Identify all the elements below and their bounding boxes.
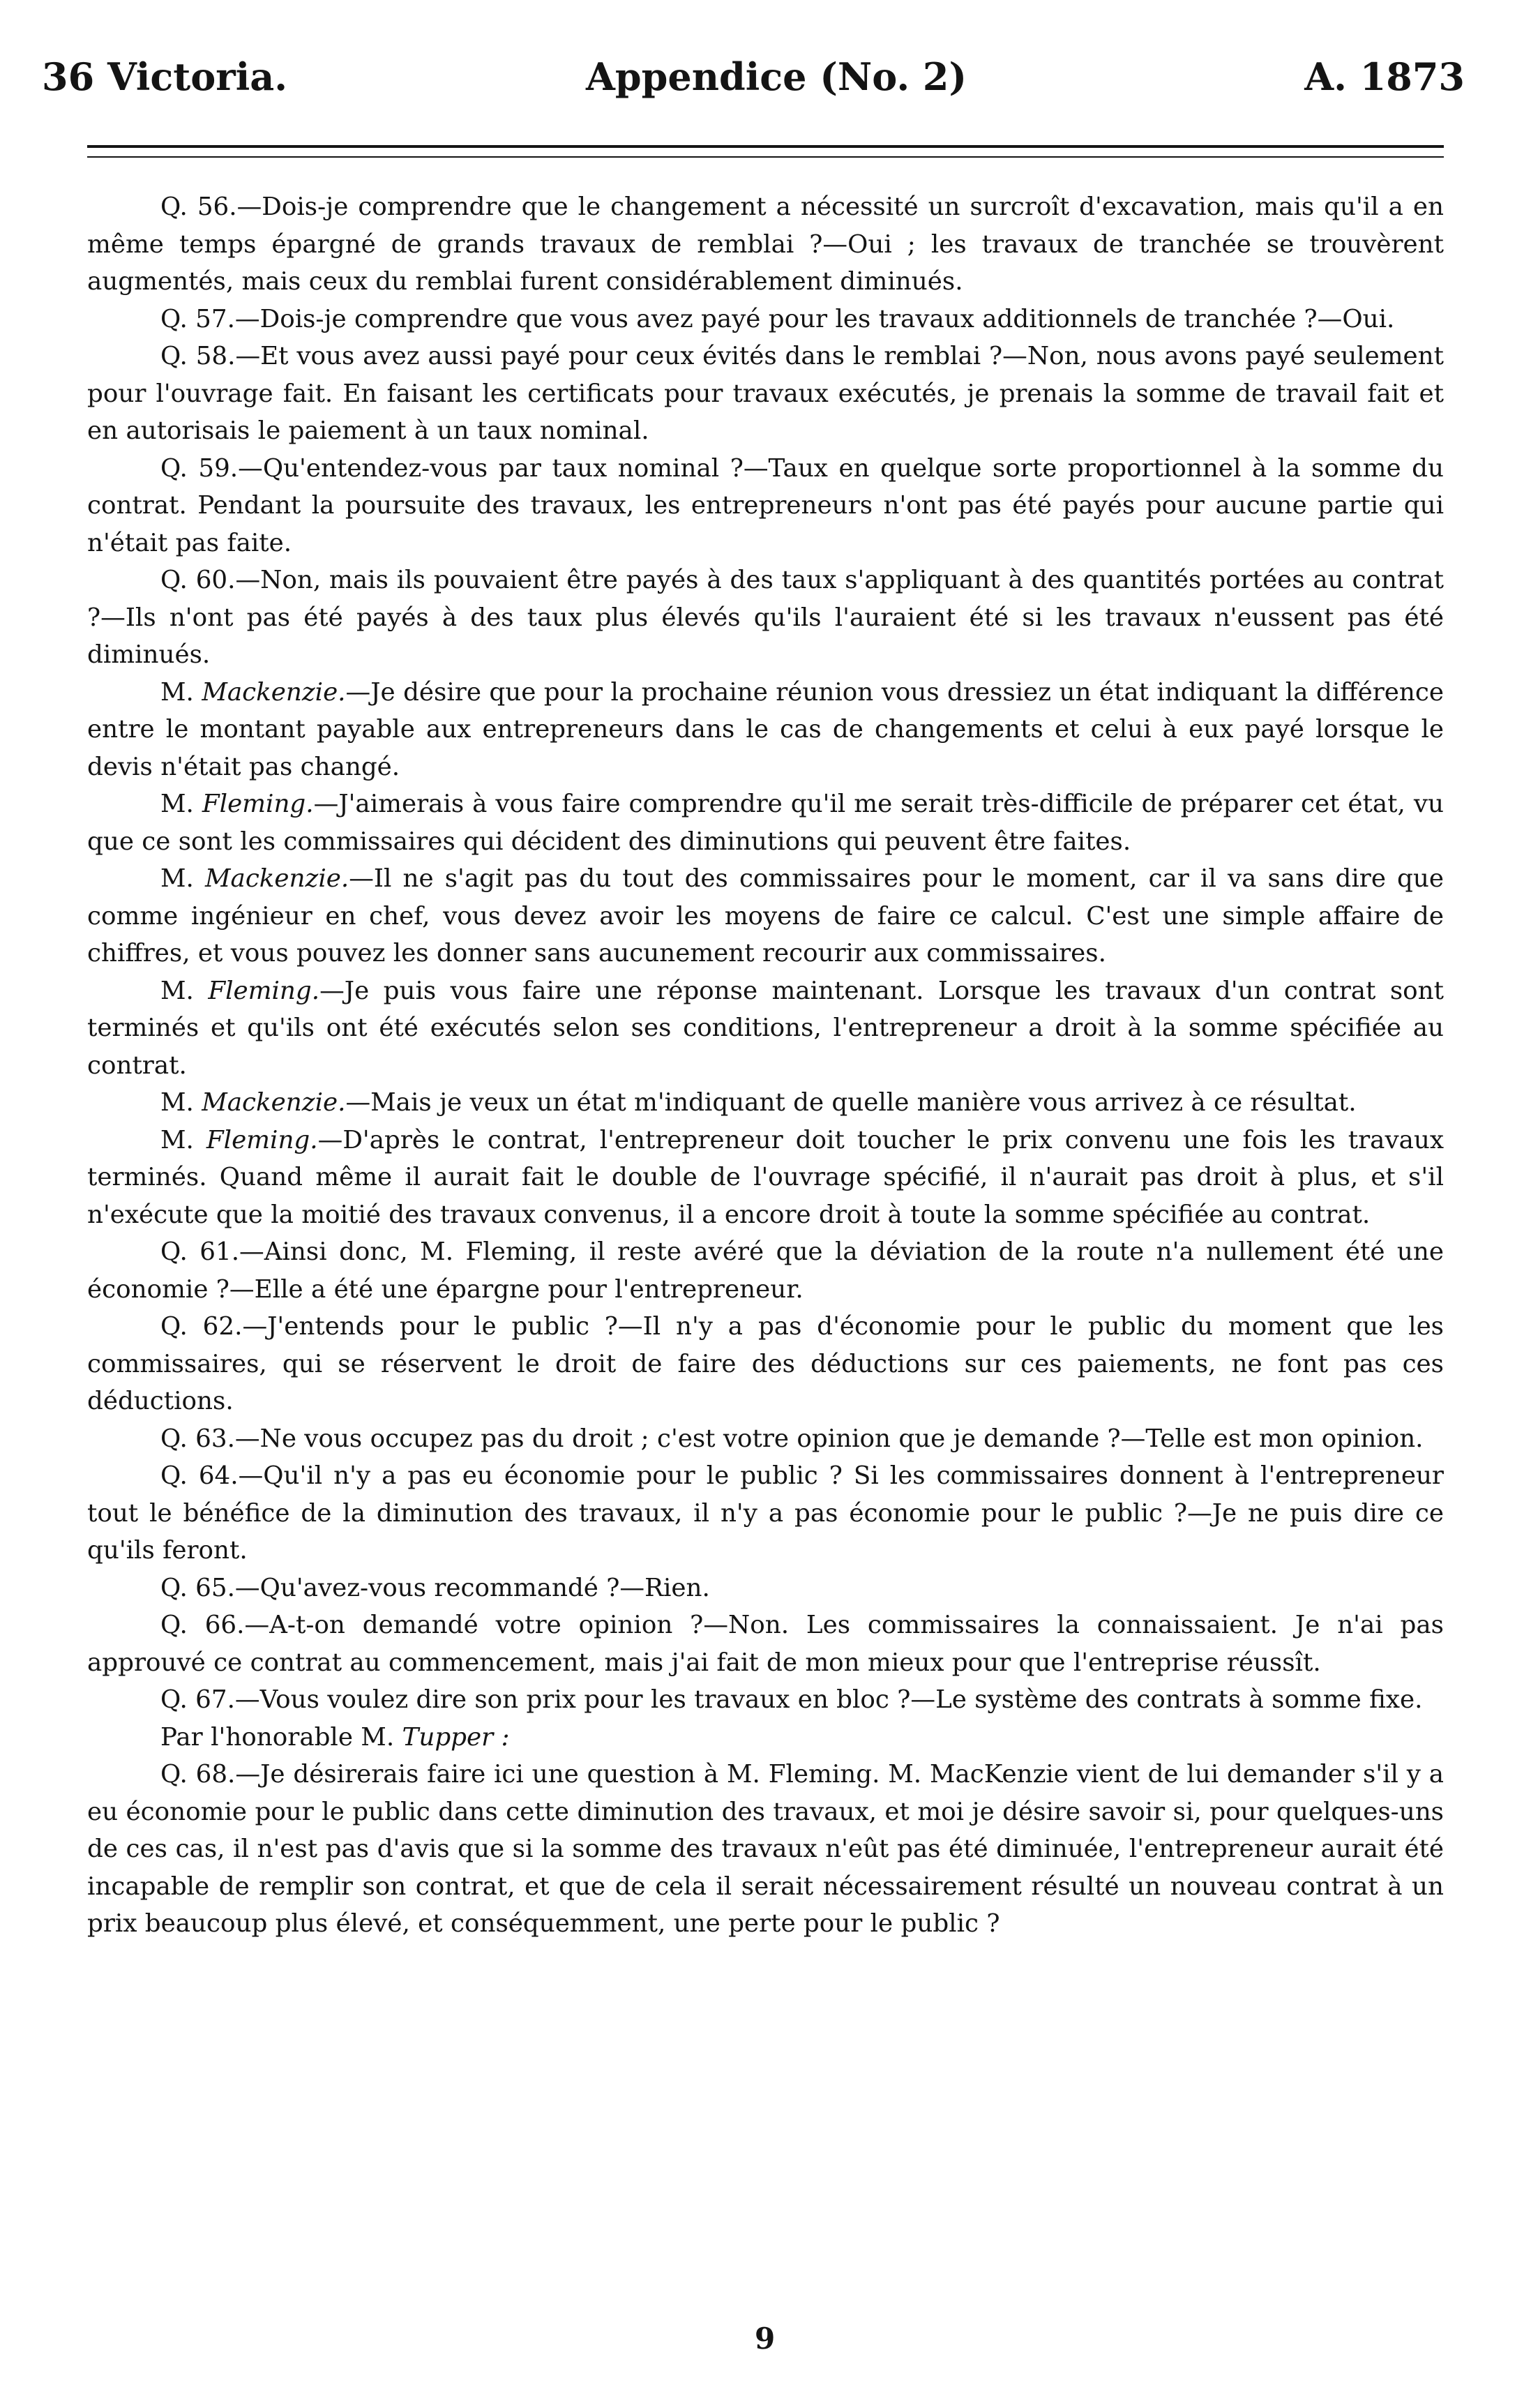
paragraph-text: —Je désire que pour la prochaine réunion vous dressiez un état indiquant la différence entre le montant payable aux entrepreneurs dans le cas de changements et celui à eux payé lorsque le devis n'était pas changé. — [87, 677, 1444, 781]
paragraph-q58 — [87, 338, 1444, 450]
paragraph-q63 — [87, 1420, 1444, 1458]
body-text — [87, 188, 1444, 1943]
header-session: 36 Victoria. — [42, 54, 288, 99]
speaker-title: M. — [160, 790, 202, 818]
speaker-title: M. — [160, 864, 205, 893]
paragraph-q57 — [87, 301, 1444, 338]
speaker-name: Fleming. — [206, 1125, 318, 1154]
paragraph-mackenzie-1 — [87, 674, 1444, 786]
paragraph-text: Q. 66.—A-t-on demandé votre opinion ?—Non. Les commissaires la connaissaient. Je n'ai pas approuvé ce contrat au commencement, mais j'ai fait de mon mieux pour que l'entreprise réussît. — [87, 1611, 1444, 1677]
speaker-name: Mackenzie. — [202, 677, 346, 707]
paragraph-fleming-2 — [87, 972, 1444, 1085]
paragraph-text: Q. 67.—Vous voulez dire son prix pour les travaux en bloc ?—Le système des contrats à somme fixe. — [160, 1685, 1423, 1714]
speaker-name: Fleming. — [208, 976, 320, 1005]
speaker-name: Fleming. — [202, 790, 314, 818]
paragraph-q64 — [87, 1457, 1444, 1570]
paragraph-text: —D'après le contrat, l'entrepreneur doit toucher le prix convenu une fois les travaux terminés. Quand même il aurait fait le double de l'ouvrage spécifié, il n'aurait pas droit à plus, et s'il n'exécute que la moitié des travaux convenus, il a encore droit à toute la somme spécifiée au contrat. — [87, 1125, 1445, 1229]
paragraph-text: —Mais je veux un état m'indiquant de quelle manière vous arrivez à ce résultat. — [345, 1088, 1357, 1117]
header-year: A. 1873 — [1304, 54, 1465, 99]
speaker-title: M. — [160, 1088, 202, 1117]
paragraph-text: Q. 62.—J'entends pour le public ?—Il n'y a pas d'économie pour le public du moment que les commissaires, qui se réservent le droit de faire des déductions sur ces paiements, ne font pas ces déductions. — [87, 1312, 1444, 1415]
speaker-title: M. — [160, 976, 209, 1005]
paragraph-fleming-1 — [87, 785, 1444, 860]
paragraph-q60 — [87, 562, 1444, 674]
speaker-name: Tupper : — [402, 1722, 510, 1752]
paragraph-text: —Il ne s'agit pas du tout des commissaires pour le moment, car il va sans dire que comme ingénieur en chef, vous devez avoir les moyens de faire ce calcul. C'est une simple affaire de chiffres, et vous pouvez les donner sans aucunement recourir aux commissaires. — [87, 864, 1444, 968]
speaker-title: M. — [160, 677, 202, 707]
paragraph-q68 — [87, 1756, 1444, 1943]
paragraph-text: Q. 63.—Ne vous occupez pas du droit ; c'est votre opinion que je demande ?—Telle est mon opinion. — [160, 1424, 1424, 1453]
speaker-title: M. — [160, 1125, 206, 1154]
paragraph-tupper-intro — [87, 1719, 1444, 1756]
paragraph-text: Q. 56.—Dois-je comprendre que le changement a nécessité un surcroît d'excavation, mais qu'il a en même temps épargné de grands travaux de remblai ?—Oui ; les travaux de tranchée se trouvèrent augmentés, mais ceux du remblai furent considérablement diminués. — [87, 193, 1444, 296]
paragraph-mackenzie-2 — [87, 860, 1444, 972]
paragraph-text: Par l'honorable M. — [160, 1722, 402, 1752]
paragraph-text: Q. 68.—Je désirerais faire ici une question à M. Fleming. M. MacKenzie vient de lui demander s'il y a eu économie pour le public dans cette diminution des travaux, et moi je désire savoir si, pour quelques-uns de ces cas, il n'est pas d'avis que si la somme des travaux n'eût pas été diminuée, l'entrepreneur aurait été incapable de remplir son contrat, et que de cela il serait nécessairement résulté un nouveau contrat à un prix beaucoup plus élevé, et conséquemment, une perte pour le public ? — [87, 1760, 1444, 1938]
paragraph-q56 — [87, 188, 1444, 301]
header-title: Appendice (No. 2) — [586, 54, 967, 99]
paragraph-q59 — [87, 450, 1444, 562]
paragraph-fleming-3 — [87, 1122, 1444, 1234]
paragraph-q67 — [87, 1681, 1444, 1719]
speaker-name: Mackenzie. — [205, 864, 349, 893]
paragraph-text: Q. 61.—Ainsi donc, M. Fleming, il reste avéré que la déviation de la route n'a nullement été une économie ?—Elle a été une épargne pour l'entrepreneur. — [87, 1237, 1444, 1304]
speaker-name: Mackenzie. — [202, 1088, 346, 1117]
paragraph-text: Q. 58.—Et vous avez aussi payé pour ceux évités dans le remblai ?—Non, nous avons payé seulement pour l'ouvrage fait. En faisant les certificats pour travaux exécutés, je prenais la somme de travail fait et en autorisais le paiement à un taux nominal. — [87, 342, 1444, 445]
header-double-rule — [87, 145, 1444, 158]
paragraph-q61 — [87, 1233, 1444, 1308]
paragraph-text: Q. 60.—Non, mais ils pouvaient être payés à des taux s'appliquant à des quantités portées au contrat ?—Ils n'ont pas été payés à des taux plus élevés qu'ils l'auraient été si les travaux n'eussent pas été diminués. — [87, 566, 1444, 669]
paragraph-text: —Je puis vous faire une réponse maintenant. Lorsque les travaux d'un contrat sont terminés et qu'ils ont été exécutés selon ses conditions, l'entrepreneur a droit à la somme spécifiée au contrat. — [87, 976, 1444, 1080]
paragraph-text: Q. 64.—Qu'il n'y a pas eu économie pour le public ? Si les commissaires donnent à l'entrepreneur tout le bénéfice de la diminution des travaux, il n'y a pas économie pour le public ?—Je ne puis dire ce qu'ils feront. — [87, 1461, 1444, 1565]
paragraph-q62 — [87, 1308, 1444, 1420]
paragraph-q65 — [87, 1570, 1444, 1607]
paragraph-text: Q. 57.—Dois-je comprendre que vous avez payé pour les travaux additionnels de tranchée ?—Oui. — [160, 304, 1395, 333]
running-header — [42, 54, 1465, 110]
paragraph-q66 — [87, 1606, 1444, 1681]
page-number: 9 — [755, 2322, 776, 2356]
paragraph-text: —J'aimerais à vous faire comprendre qu'il me serait très-difficile de préparer cet état, vu que ce sont les commissaires qui décident des diminutions qui peuvent être faites. — [87, 790, 1444, 856]
paragraph-text: Q. 65.—Qu'avez-vous recommandé ?—Rien. — [160, 1573, 710, 1602]
paragraph-mackenzie-3 — [87, 1084, 1444, 1122]
paragraph-text: Q. 59.—Qu'entendez-vous par taux nominal ?—Taux en quelque sorte proportionnel à la somme du contrat. Pendant la poursuite des travaux, les entrepreneurs n'ont pas été payés pour aucune partie qui n'était pas faite. — [87, 453, 1444, 557]
